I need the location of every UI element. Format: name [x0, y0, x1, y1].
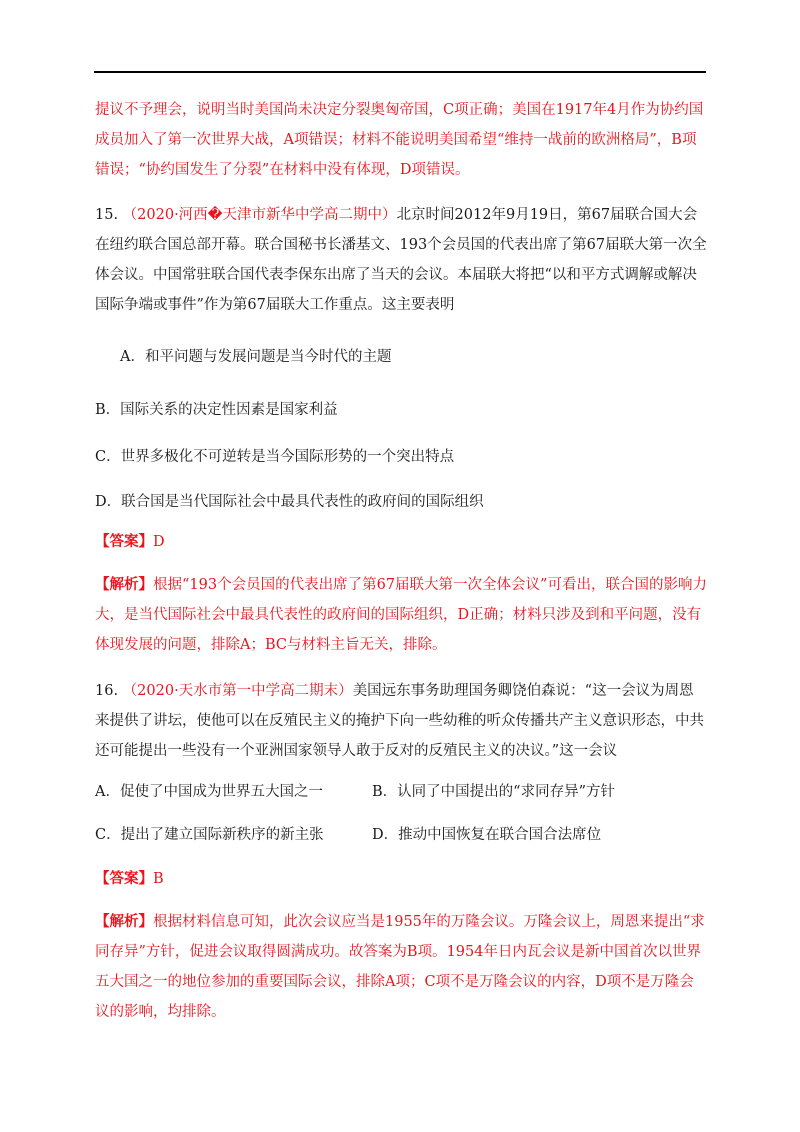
q15-answer-value: D: [153, 534, 165, 550]
question-15: [95, 200, 707, 320]
q16-analysis-text: 根据材料信息可知，此次会议应当是1955年的万隆会议。万隆会议上，周恩来提出“求同存异”方针，促进会议取得圆满成功。故答案为B项。1954年日内瓦会议是新中国首次以世界五大国之一的地位参加的重要国际会议，排除A项；C项不是万隆会议的内容，D项不是万隆会议的影响，均排除。: [95, 914, 705, 1020]
q16-stem: 美国远东事务助理国务卿饶伯森说：“这一会议为周恩来提供了讲坛，使他可以在反殖民主义的掩护下向一些幼稚的听众传播共产主义意识形态，中共还可能提出一些没有一个亚洲国家领导人敢于反对的反殖民主义的决议。”这一会议: [95, 683, 704, 759]
q15-analysis: [95, 570, 707, 660]
header-rule: [94, 71, 706, 73]
q15-analysis-tag: 【解析】: [95, 576, 153, 593]
q16-answer: [95, 867, 164, 891]
q16-answer-tag: 【答案】: [95, 870, 153, 887]
q15-answer: [95, 530, 165, 554]
q16-analysis-tag: 【解析】: [95, 913, 153, 930]
question-16: [95, 676, 707, 766]
q15-number: 15.: [95, 207, 119, 223]
q15-option-b: B．国际关系的决定性因素是国家利益: [95, 402, 338, 418]
q15-source: （2020·河西�天津市新华中学高二期中）: [122, 207, 397, 223]
q16-analysis: [95, 907, 707, 1027]
q15-option-c: C．世界多极化不可逆转是当今国际形势的一个突出特点: [95, 449, 455, 465]
continuation-analysis: 提议不予理会，说明当时美国尚未决定分裂奥匈帝国，C项正确；美国在1917年4月作为协约国成员加入了第一次世界大战，A项错误；材料不能说明美国希望“维持一战前的欧洲格局”，B项错误；“协约国发生了分裂”在材料中没有体现，D项错误。: [95, 102, 704, 178]
q16-option-c: C．提出了建立国际新秩序的新主张: [95, 827, 324, 843]
q15-option-d: D．联合国是当代国际社会中最具代表性的政府间的国际组织: [95, 494, 484, 510]
q15-stem: 北京时间2012年9月19日，第67届联合国大会在纽约联合国总部开幕。联合国秘书长潘基文、193个会员国的代表出席了第67届联大第一次全体会议。中国常驻联合国代表李保东出席了当天的会议。本届联大将把“以和平方式调解或解决国际争端或事件”作为第67届联大工作重点。这主要表明: [95, 207, 707, 313]
q16-source: （2020·天水市第一中学高二期末）: [122, 683, 353, 699]
q16-answer-value: B: [153, 871, 164, 887]
q16-number: 16.: [95, 683, 119, 699]
q15-answer-tag: 【答案】: [95, 533, 153, 550]
q16-option-b: B．认同了中国提出的“求同存异”方针: [372, 784, 615, 800]
q16-option-d: D．推动中国恢复在联合国合法席位: [372, 827, 602, 843]
q16-option-a: A．促使了中国成为世界五大国之一: [95, 784, 323, 800]
q15-analysis-text: 根据“193个会员国的代表出席了第67届联大第一次全体会议”可看出，联合国的影响力大，是当代国际社会中最具代表性的政府间的国际组织，D正确；材料只涉及到和平问题，没有体现发展的问题，排除A；BC与材料主旨无关，排除。: [95, 577, 707, 653]
q15-option-a: A．和平问题与发展问题是当今时代的主题: [120, 349, 392, 365]
